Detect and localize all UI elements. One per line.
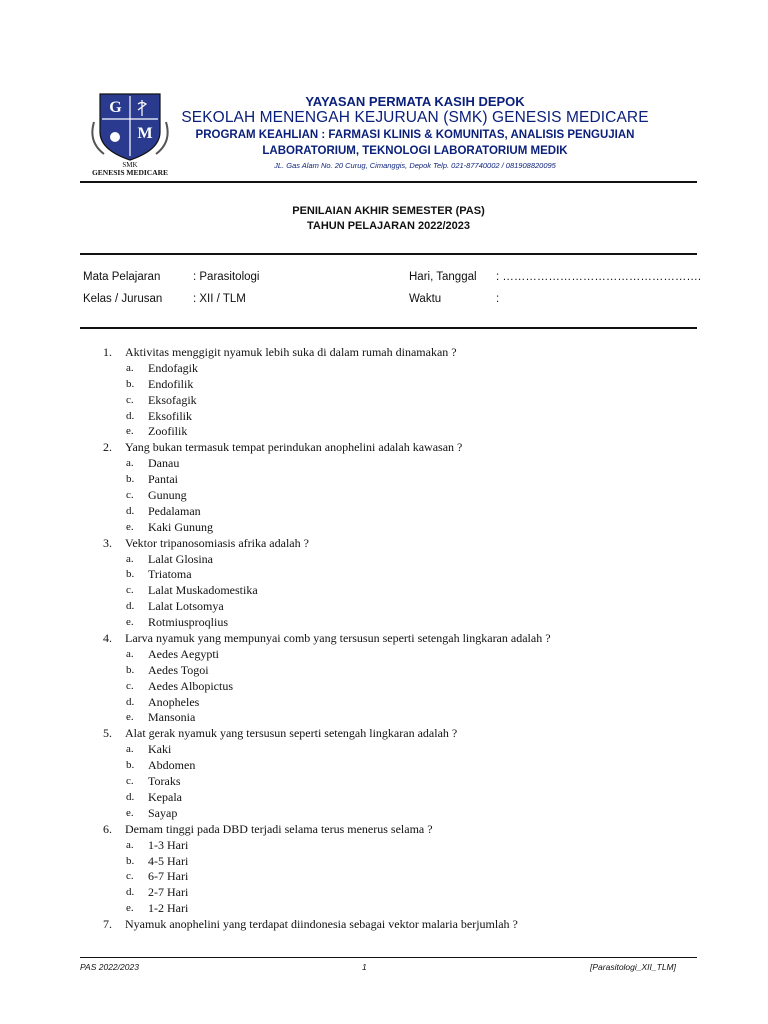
option-letter: c. bbox=[126, 870, 134, 883]
answer-option bbox=[0, 456, 768, 472]
question-text: Yang bukan termasuk tempat perindukan anophelini adalah kawasan ? bbox=[125, 440, 463, 455]
option-text: Triatoma bbox=[148, 567, 192, 582]
option-letter: b. bbox=[126, 663, 135, 676]
time-label: Waktu bbox=[409, 293, 442, 305]
option-letter: a. bbox=[126, 838, 134, 851]
option-letter: c. bbox=[126, 775, 134, 788]
answer-option bbox=[0, 377, 768, 393]
school-name: SEKOLAH MENENGAH KEJURUAN (SMK) GENESIS MEDICARE bbox=[181, 109, 649, 126]
answer-option bbox=[0, 742, 768, 758]
header-divider bbox=[80, 181, 697, 183]
option-letter: d. bbox=[126, 600, 135, 613]
option-text: 1-2 Hari bbox=[148, 901, 189, 916]
question-item bbox=[0, 536, 768, 552]
answer-option bbox=[0, 488, 768, 504]
option-text: 1-3 Hari bbox=[148, 837, 189, 852]
question-number: 4. bbox=[103, 631, 112, 646]
answer-option bbox=[0, 393, 768, 409]
option-text: Eksofagik bbox=[148, 392, 197, 407]
question-text: Aktivitas menggigit nyamuk lebih suka di dalam rumah dinamakan ? bbox=[125, 345, 457, 359]
option-text: Aedes Togoi bbox=[148, 662, 209, 677]
foundation-name: YAYASAN PERMATA KASIH DEPOK bbox=[305, 94, 525, 109]
option-letter: e. bbox=[126, 711, 134, 724]
meta-bottom-divider bbox=[80, 327, 697, 329]
option-letter: b. bbox=[126, 854, 135, 867]
option-text: Pedalaman bbox=[148, 503, 201, 518]
program-line-2: LABORATORIUM, TEKNOLOGI LABORATORIUM MEDIK bbox=[262, 145, 568, 157]
answer-option bbox=[0, 520, 768, 536]
question-item bbox=[0, 440, 768, 456]
answer-option bbox=[0, 758, 768, 774]
option-letter: a. bbox=[126, 361, 134, 374]
option-text: Endofilik bbox=[148, 376, 194, 391]
option-letter: d. bbox=[126, 504, 135, 517]
option-text: Anopheles bbox=[148, 694, 200, 709]
option-text: Danau bbox=[148, 456, 180, 471]
option-letter: e. bbox=[126, 902, 134, 915]
option-text: Zoofilik bbox=[148, 424, 188, 439]
answer-option bbox=[0, 901, 768, 917]
answer-option bbox=[0, 663, 768, 679]
option-letter: d. bbox=[126, 886, 135, 899]
option-text: Aedes Albopictus bbox=[148, 678, 233, 693]
answer-option bbox=[0, 583, 768, 599]
logo-caption-smk: SMK bbox=[122, 161, 138, 169]
exam-title: PENILAIAN AKHIR SEMESTER (PAS) bbox=[292, 205, 485, 217]
option-letter: b. bbox=[126, 473, 135, 486]
date-label: Hari, Tanggal bbox=[409, 271, 477, 283]
option-letter: a. bbox=[126, 647, 134, 660]
answer-option bbox=[0, 424, 768, 440]
answer-option bbox=[0, 790, 768, 806]
option-letter: d. bbox=[126, 409, 135, 422]
option-text: Kaki bbox=[148, 742, 172, 757]
question-text: Nyamuk anophelini yang terdapat diindonesia sebagai vektor malaria berjumlah ? bbox=[125, 917, 518, 932]
option-text: 6-7 Hari bbox=[148, 869, 189, 884]
school-address: JL. Gas Alam No. 20 Curug, Cimanggis, Depok Telp. 021-87740002 / 081908820095 bbox=[274, 161, 556, 170]
answer-option bbox=[0, 838, 768, 854]
question-text: Vektor tripanosomiasis afrika adalah ? bbox=[125, 535, 309, 550]
question-number: 7. bbox=[103, 917, 112, 932]
footer-divider bbox=[80, 957, 697, 958]
option-text: 4-5 Hari bbox=[148, 853, 189, 868]
question-item bbox=[0, 631, 768, 647]
option-letter: b. bbox=[126, 377, 135, 390]
option-letter: a. bbox=[126, 743, 134, 756]
option-letter: c. bbox=[126, 393, 134, 406]
question-number: 3. bbox=[103, 535, 112, 550]
question-item bbox=[0, 917, 768, 933]
option-text: Toraks bbox=[148, 774, 181, 789]
option-text: Rotmiusproqlius bbox=[148, 615, 229, 630]
answer-option bbox=[0, 710, 768, 726]
class-value: : XII / TLM bbox=[193, 293, 246, 305]
option-letter: e. bbox=[126, 425, 134, 438]
answer-option bbox=[0, 806, 768, 822]
answer-option bbox=[0, 647, 768, 663]
option-text: Lalat Glosina bbox=[148, 551, 213, 566]
option-text: Lalat Muskadomestika bbox=[148, 583, 258, 598]
option-text: 2-7 Hari bbox=[148, 885, 189, 900]
option-text: Aedes Aegypti bbox=[148, 646, 219, 661]
option-letter: c. bbox=[126, 679, 134, 692]
option-text: Endofagik bbox=[148, 360, 198, 375]
question-item bbox=[0, 726, 768, 742]
option-letter: d. bbox=[126, 790, 135, 803]
question-text: Demam tinggi pada DBD terjadi selama terus menerus selama ? bbox=[125, 821, 433, 836]
option-letter: e. bbox=[126, 806, 134, 819]
option-letter: b. bbox=[126, 759, 135, 772]
program-line-1: PROGRAM KEAHLIAN : FARMASI KLINIS & KOMUNITAS, ANALISIS PENGUJIAN bbox=[195, 129, 635, 141]
date-value: : ……………………………………………. bbox=[496, 271, 702, 283]
answer-option bbox=[0, 552, 768, 568]
option-letter: c. bbox=[126, 584, 134, 597]
answer-option bbox=[0, 504, 768, 520]
option-letter: d. bbox=[126, 695, 135, 708]
answer-option bbox=[0, 615, 768, 631]
option-text: Abdomen bbox=[148, 758, 196, 773]
option-text: Sayap bbox=[148, 805, 178, 820]
question-item bbox=[0, 345, 768, 361]
meta-top-divider bbox=[80, 253, 697, 255]
answer-option bbox=[0, 885, 768, 901]
exam-year: TAHUN PELAJARAN 2022/2023 bbox=[306, 220, 471, 232]
question-list bbox=[0, 345, 768, 933]
question-number: 1. bbox=[103, 345, 112, 359]
question-number: 5. bbox=[103, 726, 112, 741]
answer-option bbox=[0, 774, 768, 790]
question-item bbox=[0, 822, 768, 838]
option-text: Kaki Gunung bbox=[148, 519, 213, 534]
answer-option bbox=[0, 599, 768, 615]
question-text: Alat gerak nyamuk yang tersusun seperti setengah lingkaran adalah ? bbox=[125, 726, 458, 741]
answer-option bbox=[0, 472, 768, 488]
answer-option bbox=[0, 854, 768, 870]
time-value: : bbox=[496, 293, 500, 305]
page-number: 1 bbox=[362, 962, 367, 972]
logo-caption-name: GENESIS MEDICARE bbox=[91, 168, 169, 176]
question-text: Larva nyamuk yang mempunyai comb yang tersusun seperti setengah lingkaran adalah ? bbox=[125, 631, 551, 646]
option-letter: b. bbox=[126, 568, 135, 581]
option-letter: a. bbox=[126, 457, 134, 470]
class-label: Kelas / Jurusan bbox=[83, 293, 163, 305]
question-number: 6. bbox=[103, 821, 112, 836]
answer-option bbox=[0, 679, 768, 695]
answer-option bbox=[0, 695, 768, 711]
option-text: Kepala bbox=[148, 789, 182, 804]
subject-value: : Parasitologi bbox=[193, 271, 260, 283]
option-text: Gunung bbox=[148, 488, 187, 503]
option-letter: e. bbox=[126, 616, 134, 629]
option-text: Mansonia bbox=[148, 710, 196, 725]
footer-exam-label: PAS 2022/2023 bbox=[80, 962, 139, 972]
footer-subject-code: [Parasitologi_XII_TLM] bbox=[590, 962, 676, 972]
logo-letter-g: G bbox=[109, 99, 122, 116]
option-letter: c. bbox=[126, 489, 134, 502]
answer-option bbox=[0, 567, 768, 583]
subject-label: Mata Pelajaran bbox=[83, 271, 161, 283]
answer-option bbox=[0, 409, 768, 425]
question-number: 2. bbox=[103, 440, 112, 455]
logo-letter-m: M bbox=[137, 125, 153, 142]
option-text: Eksofilik bbox=[148, 408, 192, 423]
option-text: Lalat Lotsomya bbox=[148, 599, 224, 614]
option-letter: e. bbox=[126, 520, 134, 533]
answer-option bbox=[0, 869, 768, 885]
option-letter: a. bbox=[126, 552, 134, 565]
option-text: Pantai bbox=[148, 472, 178, 487]
answer-option bbox=[0, 361, 768, 377]
